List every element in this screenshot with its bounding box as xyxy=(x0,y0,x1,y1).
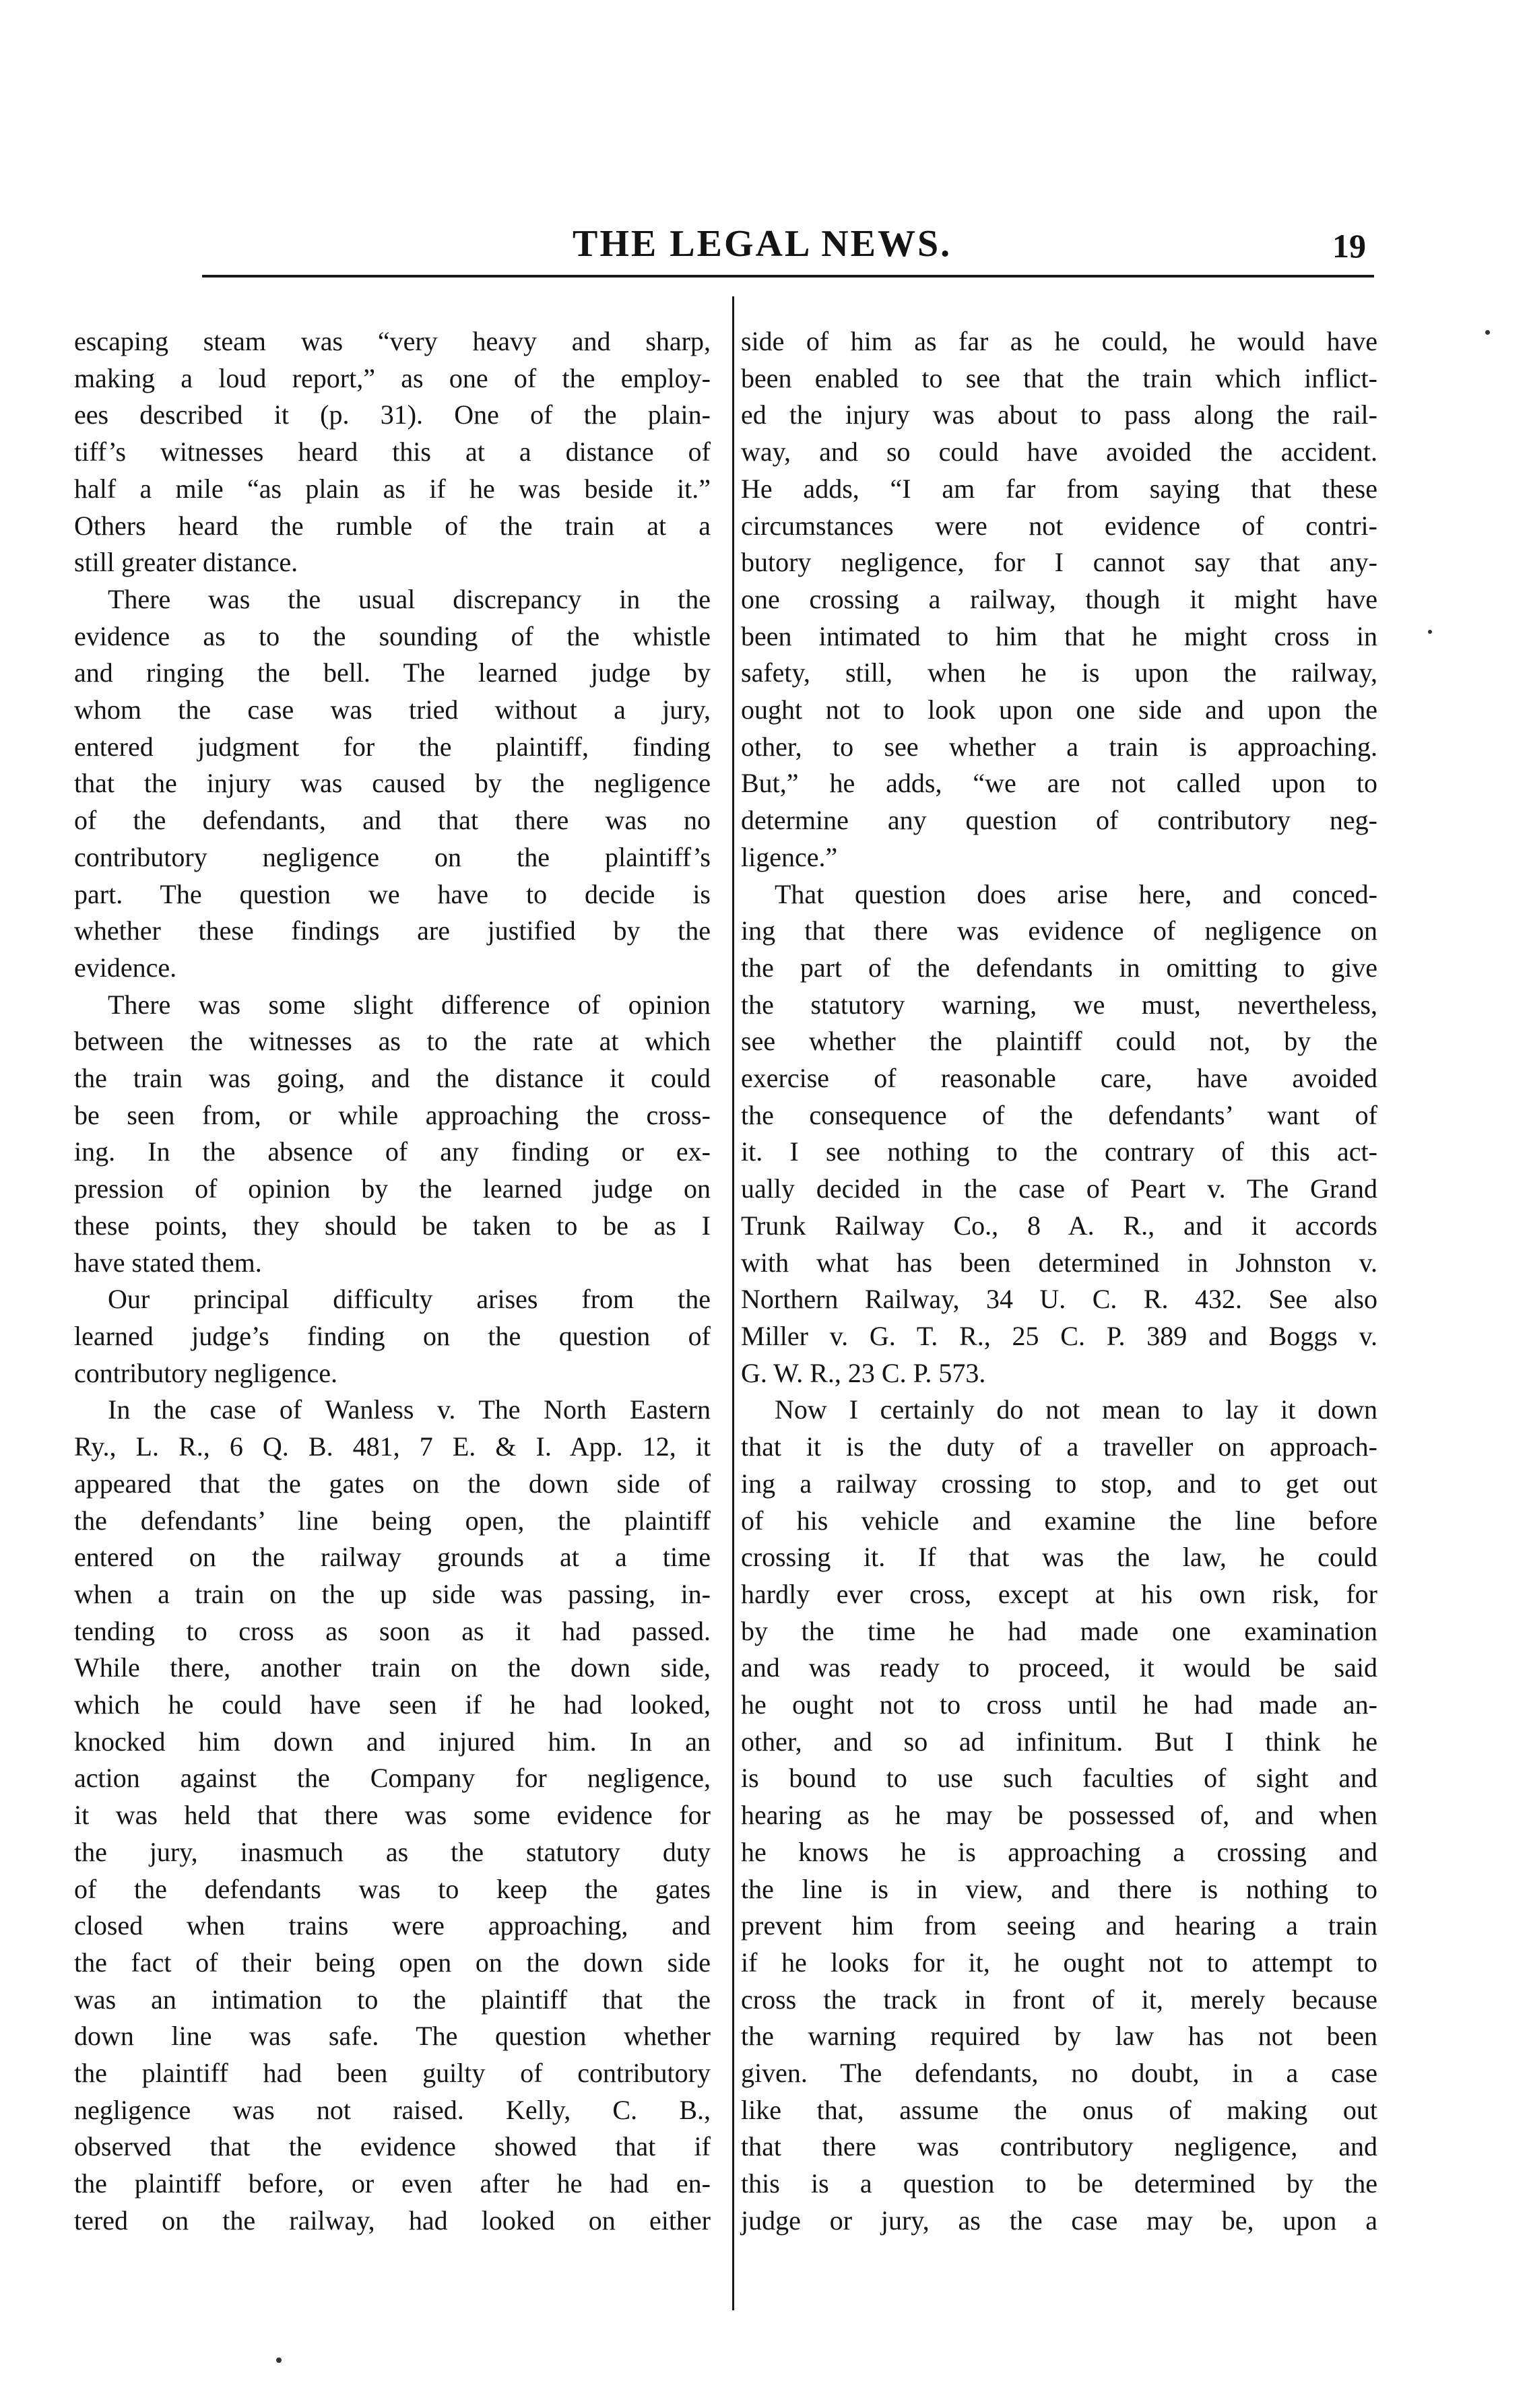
text-line: judge or jury, as the case may be, upon a xyxy=(741,2205,1377,2236)
text-line: hardly ever cross, except at his own risk, for xyxy=(741,1578,1377,1609)
text-line: the part of the defendants in omitting to give xyxy=(741,952,1377,983)
text-line: safety, still, when he is upon the railway, xyxy=(741,657,1377,688)
text-line: hearing as he may be possessed of, and when xyxy=(741,1800,1377,1831)
text-line: Our principal difficulty arises from the xyxy=(108,1284,711,1315)
text-line: knocked him down and injured him. In an xyxy=(74,1726,711,1757)
text-line: whether these findings are justified by the xyxy=(74,915,711,946)
text-line: contributory negligence. xyxy=(74,1357,337,1388)
text-line: and was ready to proceed, it would be said xyxy=(741,1652,1377,1683)
text-line: have stated them. xyxy=(74,1247,262,1278)
print-speck xyxy=(1485,330,1490,335)
text-line: he ought not to cross until he had made an- xyxy=(741,1689,1377,1720)
text-line: the consequence of the defendants’ want of xyxy=(741,1099,1377,1130)
text-line: down line was safe. The question whether xyxy=(74,2021,711,2052)
left-column xyxy=(74,323,711,2240)
text-line: prevent him from seeing and hearing a train xyxy=(741,1910,1377,1941)
text-line: ually decided in the case of Peart v. The Grand xyxy=(741,1173,1377,1204)
text-line: exercise of reasonable care, have avoided xyxy=(741,1063,1377,1094)
text-line: circumstances were not evidence of contri- xyxy=(741,510,1377,541)
text-line: other, and so ad infinitum. But I think he xyxy=(741,1726,1377,1757)
text-line: half a mile “as plain as if he was beside it.” xyxy=(74,473,711,504)
text-line: G. W. R., 23 C. P. 573. xyxy=(741,1357,986,1388)
text-line: tered on the railway, had looked on either xyxy=(74,2205,711,2236)
text-line: ees described it (p. 31). One of the plain- xyxy=(74,399,711,430)
text-line: is bound to use such faculties of sight and xyxy=(741,1763,1377,1794)
text-line: Northern Railway, 34 U. C. R. 432. See also xyxy=(741,1284,1377,1315)
text-line: of the defendants was to keep the gates xyxy=(74,1873,711,1904)
text-line: whom the case was tried without a jury, xyxy=(74,694,711,725)
text-line: it. I see nothing to the contrary of this act- xyxy=(741,1136,1377,1167)
text-line: when a train on the up side was passing, in- xyxy=(74,1578,711,1609)
text-line: the plaintiff had been guilty of contributory xyxy=(74,2058,711,2089)
text-line: contributory negligence on the plaintiff’s xyxy=(74,841,711,872)
text-line: determine any question of contributory neg- xyxy=(741,805,1377,836)
text-line: That question does arise here, and conced- xyxy=(775,878,1377,909)
text-line: way, and so could have avoided the accident. xyxy=(741,436,1377,467)
text-line: given. The defendants, no doubt, in a case xyxy=(741,2058,1377,2089)
text-line: other, to see whether a train is approaching. xyxy=(741,731,1377,762)
text-line: still greater distance. xyxy=(74,547,298,578)
text-line: ing. In the absence of any finding or ex- xyxy=(74,1136,711,1167)
page-number: 19 xyxy=(1332,227,1366,265)
text-line: evidence. xyxy=(74,952,177,983)
text-line: between the witnesses as to the rate at which xyxy=(74,1026,711,1057)
text-line: There was some slight difference of opinion xyxy=(108,989,711,1020)
text-line: Miller v. G. T. R., 25 C. P. 389 and Boggs v. xyxy=(741,1320,1377,1351)
text-line: one crossing a railway, though it might have xyxy=(741,583,1377,614)
header-rule xyxy=(202,275,1374,278)
text-line: observed that the evidence showed that if xyxy=(74,2131,711,2162)
text-line: evidence as to the sounding of the whistle xyxy=(74,620,711,651)
text-line: if he looks for it, he ought not to attempt to xyxy=(741,1947,1377,1978)
text-line: ought not to look upon one side and upon the xyxy=(741,694,1377,725)
text-line: pression of opinion by the learned judge on xyxy=(74,1173,711,1204)
text-line: he knows he is approaching a crossing and xyxy=(741,1836,1377,1867)
text-line: the defendants’ line being open, the plaintiff xyxy=(74,1505,711,1536)
text-line: negligence was not raised. Kelly, C. B., xyxy=(74,2094,711,2125)
text-line: entered judgment for the plaintiff, finding xyxy=(74,731,711,762)
text-line: entered on the railway grounds at a time xyxy=(74,1542,711,1573)
column-divider xyxy=(732,296,734,2310)
text-line: crossing it. If that was the law, he could xyxy=(741,1542,1377,1573)
text-line: action against the Company for negligence, xyxy=(74,1763,711,1794)
text-line: part. The question we have to decide is xyxy=(74,878,711,909)
text-line: with what has been determined in Johnston v. xyxy=(741,1247,1377,1278)
text-line: But,” he adds, “we are not called upon to xyxy=(741,768,1377,799)
text-line: the plaintiff before, or even after he had en- xyxy=(74,2168,711,2199)
text-line: tiff’s witnesses heard this at a distance of xyxy=(74,436,711,467)
text-line: Ry., L. R., 6 Q. B. 481, 7 E. & I. App. 12, it xyxy=(74,1431,711,1462)
text-line: which he could have seen if he had looked, xyxy=(74,1689,711,1720)
text-line: He adds, “I am far from saying that these xyxy=(741,473,1377,504)
text-line: the warning required by law has not been xyxy=(741,2021,1377,2052)
text-line: ing that there was evidence of negligence on xyxy=(741,915,1377,946)
text-line: cross the track in front of it, merely because xyxy=(741,1984,1377,2015)
text-line: In the case of Wanless v. The North Eastern xyxy=(108,1394,711,1425)
text-line: side of him as far as he could, he would have xyxy=(741,326,1377,356)
running-title: THE LEGAL NEWS. xyxy=(573,223,952,265)
text-line: it was held that there was some evidence for xyxy=(74,1800,711,1831)
text-line: Trunk Railway Co., 8 A. R., and it accords xyxy=(741,1210,1377,1241)
text-line: by the time he had made one examination xyxy=(741,1615,1377,1646)
text-line: ing a railway crossing to stop, and to get out xyxy=(741,1468,1377,1499)
text-line: that it is the duty of a traveller on approach- xyxy=(741,1431,1377,1462)
text-line: and ringing the bell. The learned judge by xyxy=(74,657,711,688)
text-line: these points, they should be taken to be as I xyxy=(74,1210,711,1241)
page-header xyxy=(74,222,1428,283)
text-line: escaping steam was “very heavy and sharp, xyxy=(74,326,711,356)
print-speck xyxy=(1428,630,1432,634)
text-line: this is a question to be determined by the xyxy=(741,2168,1377,2199)
text-line: the fact of their being open on the down side xyxy=(74,1947,711,1978)
text-line: been intimated to him that he might cross in xyxy=(741,620,1377,651)
text-line: Others heard the rumble of the train at a xyxy=(74,510,711,541)
text-line: ed the injury was about to pass along the rail- xyxy=(741,399,1377,430)
text-line: like that, assume the onus of making out xyxy=(741,2094,1377,2125)
text-line: was an intimation to the plaintiff that the xyxy=(74,1984,711,2015)
text-line: the train was going, and the distance it could xyxy=(74,1063,711,1094)
text-line: see whether the plaintiff could not, by the xyxy=(741,1026,1377,1057)
text-line: appeared that the gates on the down side of xyxy=(74,1468,711,1499)
text-line: tending to cross as soon as it had passed. xyxy=(74,1615,711,1646)
text-line: There was the usual discrepancy in the xyxy=(108,583,711,614)
text-line: of his vehicle and examine the line before xyxy=(741,1505,1377,1536)
text-line: ligence.” xyxy=(741,841,838,872)
text-line: butory negligence, for I cannot say that any- xyxy=(741,547,1377,578)
text-line: the jury, inasmuch as the statutory duty xyxy=(74,1836,711,1867)
text-line: been enabled to see that the train which inflict- xyxy=(741,362,1377,393)
text-line: that the injury was caused by the negligence xyxy=(74,768,711,799)
text-line: that there was contributory negligence, and xyxy=(741,2131,1377,2162)
right-column xyxy=(741,323,1377,2240)
text-line: the statutory warning, we must, nevertheless, xyxy=(741,989,1377,1020)
text-line: the line is in view, and there is nothing to xyxy=(741,1873,1377,1904)
text-line: Now I certainly do not mean to lay it down xyxy=(775,1394,1377,1425)
text-line: be seen from, or while approaching the cross- xyxy=(74,1099,711,1130)
text-line: of the defendants, and that there was no xyxy=(74,805,711,836)
text-line: learned judge’s finding on the question of xyxy=(74,1320,711,1351)
print-speck xyxy=(276,2357,282,2363)
text-line: While there, another train on the down side, xyxy=(74,1652,711,1683)
text-line: making a loud report,” as one of the employ- xyxy=(74,362,711,393)
text-line: closed when trains were approaching, and xyxy=(74,1910,711,1941)
